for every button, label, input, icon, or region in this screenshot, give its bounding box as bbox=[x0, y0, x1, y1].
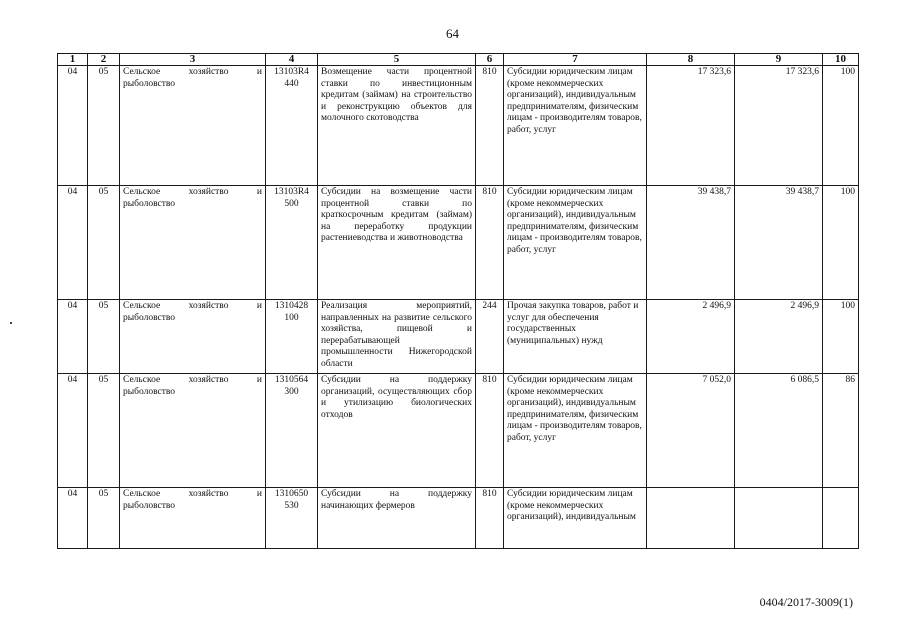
header-col-2: 2 bbox=[88, 54, 120, 66]
col9-value: 2 496,9 bbox=[735, 300, 823, 374]
expense-type-name-cell: Субсидии юридическим лицам (кроме некоммерческих организаций), индивидуальным предпринимателям, физическим лицам - производителям товаров, работ, услуг bbox=[504, 186, 647, 300]
table-row bbox=[58, 300, 859, 374]
scan-speck bbox=[10, 322, 12, 324]
code-cell: 1310650 530 bbox=[266, 488, 318, 549]
expense-type-name-cell bbox=[504, 488, 647, 549]
header-col-9: 9 bbox=[735, 54, 823, 66]
col8-value bbox=[647, 488, 735, 549]
header-col-5: 5 bbox=[318, 54, 476, 66]
description-cell: Возмещение части процентной ставки по инвестиционным кредитам (займам) на строительство и реконструкцию объектов для молочного скотоводства bbox=[318, 66, 476, 186]
section-cell: 04 bbox=[58, 488, 88, 549]
code-cell: 1310564 300 bbox=[266, 374, 318, 488]
code-cell: 13103R4 500 bbox=[266, 186, 318, 300]
col9-value: 39 438,7 bbox=[735, 186, 823, 300]
expense-type-cell: 810 bbox=[476, 186, 504, 300]
col8-value: 17 323,6 bbox=[647, 66, 735, 186]
col10-value: 100 bbox=[823, 300, 859, 374]
name-cell: Сельское хозяйство и рыболовство bbox=[120, 374, 266, 488]
col9-value bbox=[735, 488, 823, 549]
section-cell: 04 bbox=[58, 374, 88, 488]
header-col-10: 10 bbox=[823, 54, 859, 66]
col10-value bbox=[823, 488, 859, 549]
document-code: 0404/2017-3009(1) bbox=[759, 595, 853, 609]
description-cell: Субсидии на поддержку начинающих фермеров bbox=[318, 488, 476, 549]
col10-value: 100 bbox=[823, 186, 859, 300]
table-row bbox=[58, 186, 859, 300]
header-col-7: 7 bbox=[504, 54, 647, 66]
col10-value: 100 bbox=[823, 66, 859, 186]
subsection-cell: 05 bbox=[88, 66, 120, 186]
expense-type-name-cell: Субсидии юридическим лицам (кроме некоммерческих организаций), индивидуальным предпринимателям, физическим лицам - производителям товаров, работ, услуг bbox=[504, 66, 647, 186]
subsection-cell: 05 bbox=[88, 300, 120, 374]
col8-value: 7 052,0 bbox=[647, 374, 735, 488]
page-number: 64 bbox=[446, 26, 459, 41]
header-col-3: 3 bbox=[120, 54, 266, 66]
expense-type-name-text: Субсидии юридическим лицам (кроме некоммерческих организаций), индивидуальным bbox=[507, 489, 636, 522]
table-row bbox=[58, 374, 859, 488]
header-col-8: 8 bbox=[647, 54, 735, 66]
expense-type-name-cell: Субсидии юридическим лицам (кроме некоммерческих организаций), индивидуальным предпринимателям, физическим лицам - производителям товаров, работ, услуг bbox=[504, 374, 647, 488]
code-cell: 1310428 100 bbox=[266, 300, 318, 374]
section-cell: 04 bbox=[58, 66, 88, 186]
header-col-1: 1 bbox=[58, 54, 88, 66]
header-col-6: 6 bbox=[476, 54, 504, 66]
subsection-cell: 05 bbox=[88, 488, 120, 549]
code-cell: 13103R4 440 bbox=[266, 66, 318, 186]
col8-value: 2 496,9 bbox=[647, 300, 735, 374]
header-col-4: 4 bbox=[266, 54, 318, 66]
name-cell: Сельское хозяйство и рыболовство bbox=[120, 186, 266, 300]
col8-value: 39 438,7 bbox=[647, 186, 735, 300]
header-row bbox=[58, 54, 859, 66]
name-cell: Сельское хозяйство и рыболовство bbox=[120, 300, 266, 374]
table-row bbox=[58, 488, 859, 549]
name-cell: Сельское хозяйство и рыболовство bbox=[120, 66, 266, 186]
expense-type-cell: 810 bbox=[476, 488, 504, 549]
col10-value: 86 bbox=[823, 374, 859, 488]
section-cell: 04 bbox=[58, 186, 88, 300]
expense-type-cell: 810 bbox=[476, 374, 504, 488]
col9-value: 17 323,6 bbox=[735, 66, 823, 186]
table-row bbox=[58, 66, 859, 186]
subsection-cell: 05 bbox=[88, 374, 120, 488]
expense-type-cell: 810 bbox=[476, 66, 504, 186]
description-cell: Реализация мероприятий, направленных на развитие сельского хозяйства, пищевой и перерабатывающей промышленности Нижегородской области bbox=[318, 300, 476, 374]
name-cell: Сельское хозяйство и рыболовство bbox=[120, 488, 266, 549]
description-cell: Субсидии на поддержку организаций, осуществляющих сбор и утилизацию биологических отходов bbox=[318, 374, 476, 488]
col9-value: 6 086,5 bbox=[735, 374, 823, 488]
section-cell: 04 bbox=[58, 300, 88, 374]
subsection-cell: 05 bbox=[88, 186, 120, 300]
description-cell: Субсидии на возмещение части процентной ставки по краткосрочным кредитам (займам) на переработку продукции растениеводства и животноводства bbox=[318, 186, 476, 300]
expense-type-cell: 244 bbox=[476, 300, 504, 374]
budget-table bbox=[57, 53, 859, 549]
expense-type-name-cell: Прочая закупка товаров, работ и услуг для обеспечения государственных (муниципальных) нужд bbox=[504, 300, 647, 374]
